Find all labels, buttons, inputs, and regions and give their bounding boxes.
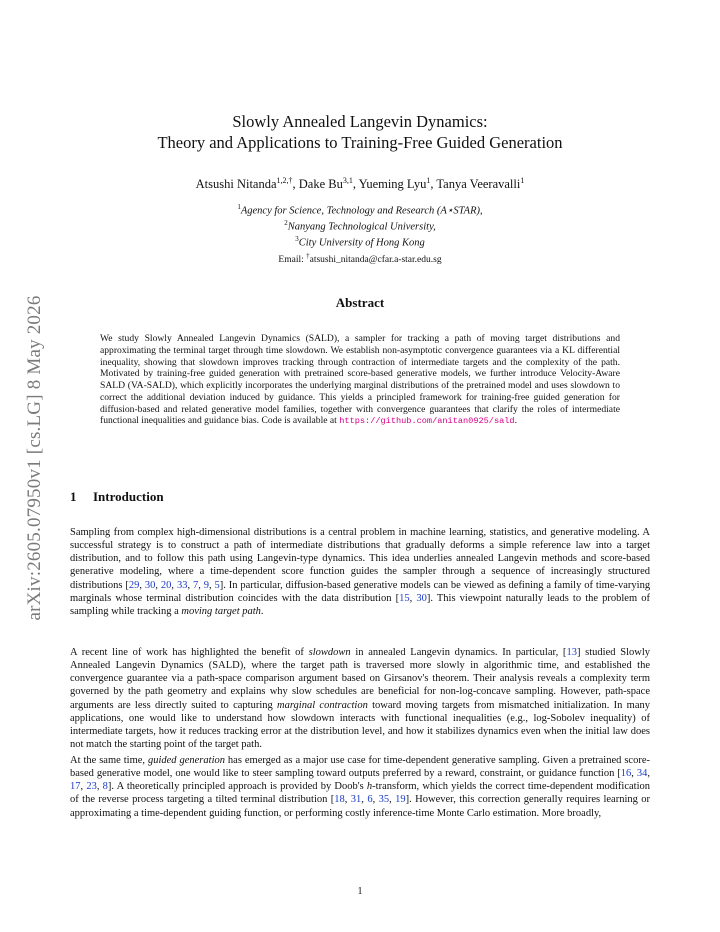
abstract-body — [100, 333, 620, 428]
citation-link[interactable]: 23 — [86, 781, 97, 793]
body-text: Sampling from complex high-dimensional distributions is a central problem in machine learning, statistics, and generative modeling. A successful strategy is to construct a path of intermediate distributions that gradually deforms a simple reference law into a target distribution, and to follow this path using Langevin-type dynamics. This idea underlies annealed Langevin methods and score-based generative modeling, where a time-dependent score function guides the sampler through a sequence of increasingly structured distributions [ — [70, 527, 650, 591]
affiliation — [70, 235, 650, 249]
paragraph-3 — [70, 754, 650, 820]
body-text: A recent line of work has highlighted the benefit of — [70, 647, 309, 658]
citation-link[interactable]: 8 — [102, 781, 108, 793]
contact-email — [70, 252, 650, 265]
body-text: , — [409, 592, 417, 604]
body-text: ] studied Slowly Annealed Langevin Dynamics (SALD), where the target path is traversed more slowly in algorithmic time, and established the convergence guarantee via a path-space comparison argument based on Girsanov's theorem. Their analysis reveals a complexity term governed by the path geometry and explains why slow schedules are beneficial for non-log-concave sampling. However, path-space arguments are less directly suited to capturing — [70, 647, 650, 711]
citation-link[interactable]: 18 — [334, 794, 345, 806]
affiliation-text: Agency for Science, Technology and Research (A⋆STAR), — [240, 205, 483, 217]
arxiv-stamp-text: arXiv:2605.07950v1 [cs.LG] 8 May 2026 — [24, 294, 45, 621]
author-name: Atsushi Nitanda — [195, 177, 277, 192]
emphasis-text: h — [366, 781, 373, 793]
citation-link[interactable]: 6 — [367, 794, 373, 806]
arxiv-stamp — [20, 270, 50, 645]
email-mark: † — [306, 252, 310, 260]
citation-link[interactable]: 30 — [144, 579, 156, 591]
body-text: , — [187, 579, 193, 591]
emphasis-text: slowdown — [308, 647, 351, 658]
citation-link[interactable]: 7 — [192, 579, 199, 591]
citation-link[interactable]: 17 — [70, 781, 81, 793]
emphasis-text: moving target path — [181, 605, 261, 617]
body-text: ]. However, this correction generally requires learning or approximating a time-dependent guiding function, or performing costly inference-time Monte Carlo estimation. More broadly, — [70, 794, 651, 819]
paragraph-2 — [70, 646, 650, 751]
paper-title-line-1: Slowly Annealed Langevin Dynamics: — [232, 112, 488, 131]
author-name: Tanya Veeravalli — [436, 177, 521, 192]
body-text: , — [96, 781, 103, 793]
body-text: , — [361, 794, 368, 806]
body-text: At the same time, — [70, 755, 148, 766]
affiliation-mark: 2 — [284, 219, 288, 227]
section-number: 1 — [70, 489, 77, 504]
body-text: ]. In particular, diffusion-based generative models can be viewed as defining a family of time-varying marginals whose terminal distribution coincides with the data distribution [ — [70, 579, 651, 604]
affiliation — [70, 203, 650, 217]
affiliation — [70, 219, 650, 233]
body-text: , — [389, 794, 396, 806]
abstract-text: We study Slowly Annealed Langevin Dynamics (SALD), a sampler for tracking a path of moving target distributions and approximating the terminal target through time slowdown. We establish non-asymptotic convergence guarantees via a KL differential inequality, showing that slowdown improves tracking through contraction of intermediate targets and the complexity of the path. Motivated by training-free guided generation with pretrained score-based generative models, we further introduce Velocity-Aware SALD (VA-SALD), which explicitly incorporates the underlying marginal distributions of the pretrained model and uses slowdown to correct the additional deviation induced by guidance. This yields a principled framework for training-free guided generation for diffusion-based and related generative model families, together with convergence guarantees that clarify the roles of intermediate functional inequalities and guidance bias. Code is available at — [100, 333, 620, 427]
citation-link[interactable]: 35 — [378, 794, 390, 806]
citation-link[interactable]: 33 — [176, 579, 188, 591]
author-marks: 1 — [520, 176, 525, 185]
citation-link[interactable]: 29 — [128, 579, 140, 591]
citation-link[interactable]: 15 — [399, 592, 410, 604]
body-text: has emerged as a major use case for time-dependent generative sampling. Given a pretrained score-based generative model, one would like to steer sampling toward outputs preferred by a reward, constraint, or guidance function [ — [70, 755, 650, 780]
body-text: , — [139, 579, 145, 591]
citation-link[interactable]: 13 — [566, 647, 577, 658]
abstract-end: . — [514, 415, 517, 427]
author-marks: 1 — [426, 176, 431, 185]
code-link[interactable]: https://github.com/anitan0925/sald — [339, 416, 515, 427]
body-text: in annealed Langevin dynamics. In particular, [ — [350, 647, 567, 658]
body-text: , — [171, 579, 177, 591]
affiliation-mark: 1 — [237, 203, 241, 211]
body-text: , — [344, 794, 351, 806]
citation-link[interactable]: 30 — [416, 592, 427, 604]
body-text: , — [631, 768, 637, 780]
body-text: toward moving targets from mismatched initialization. In many applications, one would like to understand how slowdown interacts with functional inequalities (e.g., log-Sobolev inequality) of intermediate targets, how it reduces tracking error at the distribution level, and how it stabilizes dynamics even when the initial law does not match the starting point of the target path. — [70, 699, 650, 751]
body-text: . — [260, 605, 264, 617]
paper-title-line-2: Theory and Applications to Training-Free Guided Generation — [157, 133, 563, 152]
page-number: 1 — [357, 886, 363, 897]
section-title: Introduction — [93, 489, 164, 504]
author-name: Yueming Lyu — [358, 177, 427, 192]
body-text: ]. This viewpoint naturally leads to the problem of sampling while tracking a — [70, 592, 650, 617]
author-marks: 1,2,† — [276, 176, 293, 185]
body-text: ]. A theoretically principled approach is provided by Doob's — [107, 781, 367, 793]
body-text: -transform, which yields the correct time-dependent modification of the reverse process targeting a tilted terminal distribution [ — [70, 781, 650, 806]
body-text: , — [198, 579, 204, 591]
citation-link[interactable]: 20 — [160, 579, 172, 591]
emphasis-text: guided generation — [147, 755, 225, 766]
body-text: , — [155, 579, 161, 591]
affiliation-text: Nanyang Technological University, — [287, 221, 436, 233]
citation-link[interactable]: 9 — [203, 579, 209, 591]
email-address[interactable]: atsushi_nitanda@cfar.a-star.edu.sg — [309, 255, 442, 266]
citation-link[interactable]: 19 — [395, 794, 406, 806]
body-text: , — [80, 781, 87, 793]
email-label: Email: — [278, 255, 307, 266]
citation-link[interactable]: 31 — [350, 794, 362, 806]
author-name: Dake Bu — [298, 177, 343, 192]
body-text: , — [372, 794, 379, 806]
emphasis-text: marginal contraction — [277, 699, 368, 711]
body-text: , — [647, 768, 650, 780]
abstract-heading: Abstract — [335, 295, 385, 310]
affiliation-mark: 3 — [295, 235, 299, 243]
paragraph-1 — [70, 526, 650, 618]
section-heading — [70, 489, 164, 505]
citation-link[interactable]: 34 — [636, 768, 648, 780]
affiliation-text: City University of Hong Kong — [298, 237, 425, 249]
author-list: Atsushi Nitanda$^{1,2,\dagger}$, Dake Bu$^{3,1}$, Yueming Lyu$^1$, Tanya Veeravalli$^1$ — [195, 176, 525, 192]
author-marks: 3,1 — [342, 176, 353, 185]
citation-link[interactable]: 16 — [620, 768, 632, 780]
citation-link[interactable]: 5 — [214, 579, 220, 591]
body-text: , — [208, 579, 215, 591]
